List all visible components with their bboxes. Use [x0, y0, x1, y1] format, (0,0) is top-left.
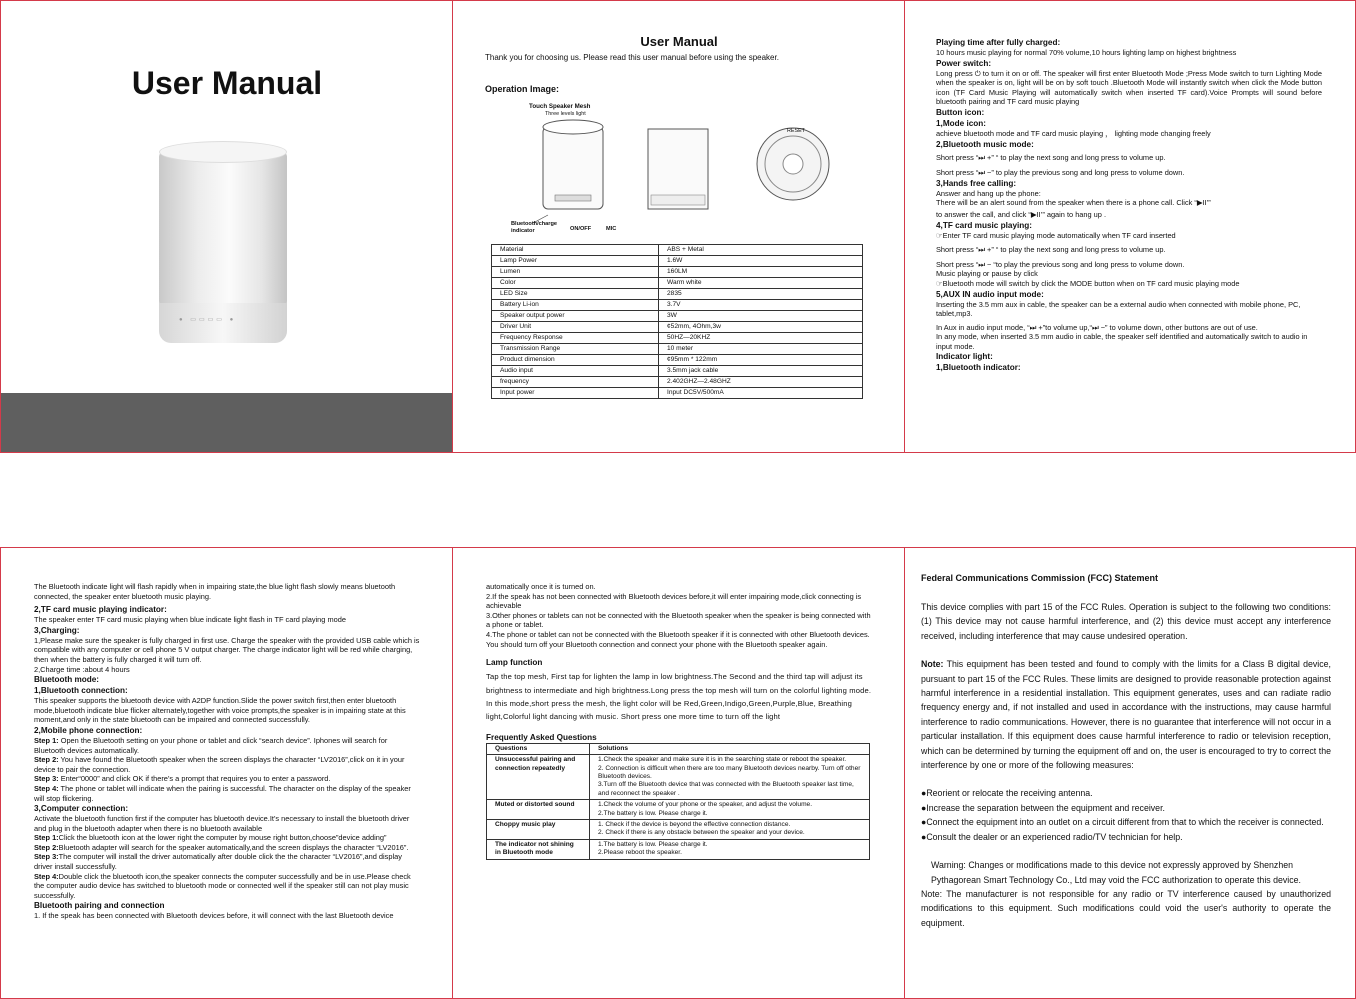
faq-solutions — [590, 839, 870, 859]
spec-value: 3W — [659, 311, 863, 322]
faq-solution-line: 1.The battery is low. Please charge it. — [598, 840, 708, 848]
pairing-text-3: 3.Other phones or tablets can not be connected with the Bluetooth speaker when the speaker is being connected with a phone or tablet. — [486, 610, 871, 630]
step-text: Enter“0000” and click OK if there’s a prompt that requires you to enter a password. — [58, 774, 331, 784]
spec-value: 2.402GHZ—2.48GHZ — [659, 377, 863, 388]
pc-step-2 — [34, 843, 420, 853]
playing-time-heading: Playing time after fully charged: — [936, 38, 1061, 47]
step-label: Step 3: — [34, 774, 59, 784]
spec-row — [492, 366, 863, 377]
spec-value: ¢95mm * 122mm — [659, 355, 863, 366]
tf-indicator-text: The speaker enter TF card music playing when blue indicate light flash in TF card playing mode — [34, 615, 346, 625]
p4-content — [34, 582, 420, 921]
tf-card-heading: 4,TF card music playing: — [936, 220, 1032, 230]
faq-solution-line: 2.The battery is low. Please charge it. — [598, 809, 708, 817]
fcc-compliance: This device complies with part 15 of the FCC Rules. Operation is subject to the following two conditions: (1) This device may not cause harmful interference, and (2) this device must accept any interference received, including interference that may cause undesired operation. — [921, 602, 1331, 641]
fcc-measure-4: ●Consult the dealer or an experienced radio/TV technician for help. — [921, 831, 1183, 842]
step-label: Step 1: — [34, 833, 59, 843]
bt-music-prev: Short press “⏭ −” to play the previous song and long press to volume down. — [936, 168, 1185, 178]
specs-panel — [452, 0, 904, 453]
fcc-warning: Warning: Changes or modifications made to this device not expressly approved by Shenzhen Pythagorean Smart Technology Co., Ltd may void the FCC authorization to operate this device. — [931, 860, 1301, 885]
bluetooth-panel — [0, 547, 452, 999]
spec-label: Audio input — [492, 366, 659, 377]
lamp-function-text: Tap the top mesh, First tap for lighten the lamp in low brightness.The Second and the third tap will adjust its brightness to intermediate and high brightness.Long press the top mesh will turn on the colorful lighting mode. In this mode,short press the mesh, the light color will be Red,Green,Indigo,Green,Purple,Blue, Breathing light,Colorful light dancing with music. Short press one more time to turn off the light — [486, 672, 872, 722]
fcc-note — [921, 657, 1331, 772]
mode-icon-heading: 1,Mode icon: — [936, 118, 987, 128]
p3-content — [936, 37, 1322, 373]
faq-question: Unsuccessful pairing and connection repeatedly — [487, 755, 590, 800]
button-icon-heading: Button icon: — [936, 107, 985, 117]
tf-card-enter: ☞Enter TF card music playing mode automatically when TF card inserted — [936, 230, 1176, 240]
pairing-text-1-cont: automatically once it is turned on. — [486, 582, 596, 591]
spec-label: LED Size — [492, 289, 659, 300]
step-text: You have found the Bluetooth speaker when the screen displays the character “LV2016”,click on it in your device to pair the connection. — [34, 755, 405, 774]
spec-row — [492, 267, 863, 278]
charging-text-2: 2,Charge time :about 4 hours — [34, 664, 130, 674]
faq-solution-line: 2.Please reboot the speaker. — [598, 849, 682, 857]
faq-table — [486, 743, 870, 860]
bt-flash-text: The Bluetooth indicate light will flash rapidly when in impairing state,the blue light flash slowly means bluetooth connected, the speaker enter bluetooth music playing. — [34, 582, 396, 601]
spec-value: 3.7V — [659, 300, 863, 311]
tf-card-next: Short press “⏭ +” “ to play the next song and long press to volume up. — [936, 245, 1166, 255]
bt-music-heading: 2,Bluetooth music mode: — [936, 139, 1034, 149]
step-label: Step 4: — [34, 871, 59, 881]
spec-value: Input DC5V/500mA — [659, 388, 863, 399]
charging-text-1: 1,Please make sure the speaker is fully charged in first use. Charge the speaker with the provided USB cable which is compatible with any computer or cell phone 5 V output charger. The charge indicator light will be red while charging, then when the battery is fully charged it will turn off. — [34, 635, 420, 664]
hands-free-answer: Answer and hang up the phone: — [936, 188, 1041, 198]
bt-connection-heading: 1,Bluetooth connection: — [34, 686, 128, 696]
p2-title: User Manual — [640, 34, 718, 49]
power-switch-heading: Power switch: — [936, 58, 992, 68]
pairing-text-4: 4.The phone or tablet can not be connected with the Bluetooth speaker if it is connected with other Bluetooth devices. You should turn off your Bluetooth connection and connect your phone with the Bluetooth speaker again. — [486, 629, 870, 649]
speaker-button-strip — [555, 195, 591, 201]
spec-label: frequency — [492, 377, 659, 388]
step-text: The phone or tablet will indicate when the pairing is successful. The character on the display of the speaker will stop flickering. — [34, 783, 411, 803]
spec-label: Battery Li-ion — [492, 300, 659, 311]
spec-row — [492, 344, 863, 355]
hands-free-click: to answer the call, and click “▶II’” again to hang up . — [936, 209, 1107, 219]
spec-row — [492, 245, 863, 256]
speaker-side-ports — [651, 195, 705, 205]
faq-solution-line: 1. Check if the device is beyond the effective connection distance. — [598, 821, 791, 829]
step-text: The computer will install the driver automatically after double click the the character “LV2016”,and display driver install successfully. — [34, 852, 402, 872]
fcc-manufacturer-note: Note: The manufacturer is not responsible for any radio or TV interference caused by unauthorized modifications to this equipment. Such modifications could void the user's authority to operate the equipment. — [921, 888, 1331, 928]
fcc-title: Federal Communications Commission (FCC) Statement — [921, 573, 1159, 583]
spec-label: Product dimension — [492, 355, 659, 366]
aux-insert: Inserting the 3.5 mm aux in cable, the speaker can be a external audio when connected with mobile phone, PC, tablet,mp3. — [936, 299, 1301, 319]
fcc-body — [921, 600, 1331, 930]
faq-solution-line: 3.Turn off the Bluetooth device that was connected with the Bluetooth speaker last time, and reconnect the speaker . — [598, 781, 854, 797]
faq-solution-line: 1.Check the speaker and make sure it is in the searching state or reboot the speaker. — [598, 756, 847, 764]
faq-row — [487, 755, 870, 800]
spec-row — [492, 278, 863, 289]
pc-step-4 — [34, 872, 420, 901]
spec-label: Material — [492, 245, 659, 256]
spec-row — [492, 322, 863, 333]
faq-question: Muted or distorted sound — [487, 800, 590, 820]
spec-value: ¢52mm, 4Ohm,3w — [659, 322, 863, 333]
aux-volume: In Aux in audio input mode, “⏭ +”to volume up,“⏭ −” to volume down, other buttons are out of use. — [936, 322, 1258, 332]
functions-panel — [904, 0, 1356, 453]
spec-label: Color — [492, 278, 659, 289]
mobile-step-3 — [34, 774, 420, 784]
faq-solutions — [590, 820, 870, 840]
spec-label: Frequency Response — [492, 333, 659, 344]
label-touch-mesh: Touch Speaker Mesh — [529, 103, 591, 110]
lamp-top-mesh — [159, 141, 287, 163]
lamp-function-heading: Lamp function — [486, 658, 543, 668]
step-label: Step 2: — [34, 755, 59, 765]
spec-row — [492, 311, 863, 322]
step-text: Click the bluetooth icon at the lower right the computer by mouse right button,choose”device adding” — [58, 833, 387, 843]
operation-image-heading: Operation Image: — [485, 84, 560, 94]
faq-header-row — [487, 743, 870, 754]
fcc-note-label: Note: — [921, 659, 944, 670]
pairing-heading: Bluetooth pairing and connection — [34, 901, 165, 911]
pairing-text-1: 1. If the speak has been connected with Bluetooth devices before, it will connect with the last Bluetooth device — [34, 911, 394, 921]
speaker-top-mesh — [543, 120, 603, 134]
fcc-panel — [904, 547, 1356, 999]
faq-solution-line: 2. Connection is difficult when there are too many Bluetooth devices nearby. Turn off other Bluetooth devices. — [598, 764, 861, 780]
spec-value: 2835 — [659, 289, 863, 300]
playing-time-text: 10 hours music playing for normal 70% volume,10 hours lighting lamp on highest brightness — [936, 48, 1237, 57]
spec-label: Speaker output power — [492, 311, 659, 322]
mobile-step-4 — [34, 784, 420, 803]
hands-free-heading: 3,Hands free calling: — [936, 178, 1017, 188]
cover-panel — [0, 0, 452, 453]
lamp-shade — [159, 151, 287, 311]
spec-value: Warm white — [659, 278, 863, 289]
p2-intro: Thank you for choosing us. Please read this user manual before using the speaker. — [485, 53, 779, 62]
faq-solution-line: 1.Check the volume of your phone or the speaker, and adjust the volume. — [598, 801, 813, 809]
fcc-measure-2: ●Increase the separation between the equipment and receiver. — [921, 802, 1165, 813]
computer-connection-heading: 3,Computer connection: — [34, 804, 129, 814]
step-text: Open the Bluetooth setting on your phone or tablet and click “search device”. Iphones will search for Bluetooth devices automatically. — [34, 735, 388, 755]
fcc-note-text: This equipment has been tested and found to comply with the limits for a Class B digital device, pursuant to part 15 of the FCC Rules. These limits are designed to provide reasonable protection against harmful interference in a residential installation. This equipment generates, uses and can radiate radio frequency energy and, if not installed and used in accordance with the instructions, may cause harmful interference to radio communications. However, there is no guarantee that interference will not occur in a particular installation. If this equipment does cause harmful interference to radio or television reception, which can be determined by turning the equipment off and on, the user is encouraged to try to correct the interference by one or more of the following measures: — [921, 659, 1331, 771]
spec-value: 3.5mm jack cable — [659, 366, 863, 377]
label-three-levels: Three levels light — [545, 111, 586, 117]
tf-card-pause: Music playing or pause by click — [936, 269, 1038, 279]
label-on-off: ON/OFF — [570, 226, 592, 232]
bt-mode-heading: Bluetooth mode: — [34, 675, 100, 685]
faq-question: The indicator not shining in Bluetooth mode — [487, 839, 590, 859]
fcc-measure-1: ●Reorient or relocate the receiving antenna. — [921, 788, 1093, 799]
indicator-heading: Indicator light: — [936, 352, 993, 362]
spec-row — [492, 333, 863, 344]
cover-footer-band — [1, 393, 452, 453]
spec-row — [492, 388, 863, 399]
label-reset: RESET — [787, 128, 805, 134]
spec-value: 160LM — [659, 267, 863, 278]
pairing-text-2: 2.If the speak has not been connected with Bluetooth devices before,it will enter impairing mode,click connecting is achievable — [486, 591, 862, 611]
tf-card-switch: ☞Bluetooth mode will switch by click the MODE button when on TF card music playing mode — [936, 278, 1240, 288]
lamp-speaker-photo — [159, 141, 287, 341]
spec-label: Transmission Range — [492, 344, 659, 355]
mobile-step-1 — [34, 736, 420, 755]
faq-row — [487, 800, 870, 820]
pc-step-3 — [34, 852, 420, 871]
faq-column-header: Questions — [487, 743, 590, 754]
step-text: Double click the bluetooth icon,the speaker connects the computer successfully and be in use.Please check the computer audio device has switched to bluetooth mode or connected well if the speaker still can not play music successfully. — [34, 871, 411, 900]
spec-label: Driver Unit — [492, 322, 659, 333]
tf-indicator-heading: 2,TF card music playing indicator: — [34, 605, 167, 615]
faq-question: Choppy music play — [487, 820, 590, 840]
spec-label: Lamp Power — [492, 256, 659, 267]
label-bt-indicator: Bluetooth/charge indicator — [511, 221, 557, 234]
spec-row — [492, 289, 863, 300]
step-label: Step 3: — [34, 852, 59, 862]
hands-free-alert: There will be an alert sound from the speaker when there is a phone call. Click “▶II’” — [936, 198, 1211, 208]
spec-value: 10 meter — [659, 344, 863, 355]
bt-connection-text: This speaker supports the bluetooth device with A2DP function.Slide the power switch first,then enter bluetooth mode,bluetooth indicate blue flicker alternately,together with voice prompts,the speaker is in impairing state at this moment,and only in the state bluetooth can be impaired and connected successfully. — [34, 696, 406, 725]
faq-solution-line: 2. Check if there is any obstacle between the speaker and your device. — [598, 829, 805, 837]
spec-label: Lumen — [492, 267, 659, 278]
step-label: Step 1: — [34, 735, 59, 745]
lamp-faq-panel — [452, 547, 904, 999]
spec-table — [491, 244, 863, 399]
spec-value: 50HZ—20KHZ — [659, 333, 863, 344]
p5-content — [486, 582, 872, 860]
bt-indicator-heading: 1,Bluetooth indicator: — [936, 363, 1021, 373]
faq-heading: Frequently Asked Questions — [486, 732, 597, 742]
spec-row — [492, 377, 863, 388]
lamp-button-row: ● ▭▭▭▭ ● — [179, 317, 237, 323]
spec-value: 1.6W — [659, 256, 863, 267]
spec-label: Input power — [492, 388, 659, 399]
power-switch-text: Long press ⏻ to turn it on or off. The speaker will first enter Bluetooth Mode ;Press Mode switch to turn Lighting Mode when the speaker is on, light will be on by soft touch .Bluetooth Mode will instantly switch when click the Mode button icon (TF Card Music Playing will automatically switch when inserted TF card).Voice Prompts will sound before bluetooth pairing and TF card music playing — [936, 68, 1322, 107]
step-label: Step 2: — [34, 842, 59, 852]
mobile-connection-heading: 2,Mobile phone connection: — [34, 725, 143, 735]
spec-row — [492, 355, 863, 366]
lamp-base — [159, 303, 287, 343]
faq-column-header: Solutions — [590, 743, 870, 754]
aux-heading: 5,AUX IN audio input mode: — [936, 289, 1044, 299]
faq-solutions — [590, 755, 870, 800]
mode-icon-text: achieve bluetooth mode and TF card music playing ， lighting mode changing freely — [936, 128, 1211, 138]
bt-music-next: Short press “⏭ +” “ to play the next song and long press to volume up. — [936, 152, 1166, 162]
label-mic: MIC — [606, 226, 617, 232]
spec-value: ABS + Metal — [659, 245, 863, 256]
charging-heading: 3,Charging: — [34, 625, 80, 635]
reset-hole — [783, 154, 803, 174]
spec-row — [492, 256, 863, 267]
step-text: Bluetooth adapter will search for the speaker automatically,and the screen displays the character “LV2016”. — [58, 842, 409, 852]
pc-step-1 — [34, 833, 420, 843]
aux-auto: In any mode, when inserted 3.5 mm audio in cable, the speaker self identified and automatically switch to audio in input mode. — [936, 332, 1308, 351]
mobile-step-2 — [34, 755, 420, 774]
operation-diagram — [503, 99, 843, 241]
computer-connection-text: Activate the bluetooth function first if the computer has bluetooth device.It’s necessary to install the bluetooth driver and plug in the bluetooth adapter when there is no bluetooth available — [34, 814, 410, 833]
faq-row — [487, 839, 870, 859]
spec-row — [492, 300, 863, 311]
cover-title: User Manual — [131, 65, 323, 101]
faq-solutions — [590, 800, 870, 820]
faq-row — [487, 820, 870, 840]
step-label: Step 4: — [34, 783, 59, 793]
tf-card-prev: Short press “⏭ − “to play the previous song and long press to volume down. — [936, 259, 1185, 269]
fcc-measure-3: ●Connect the equipment into an outlet on a circuit different from that to which the receiver is connected. — [921, 817, 1324, 828]
